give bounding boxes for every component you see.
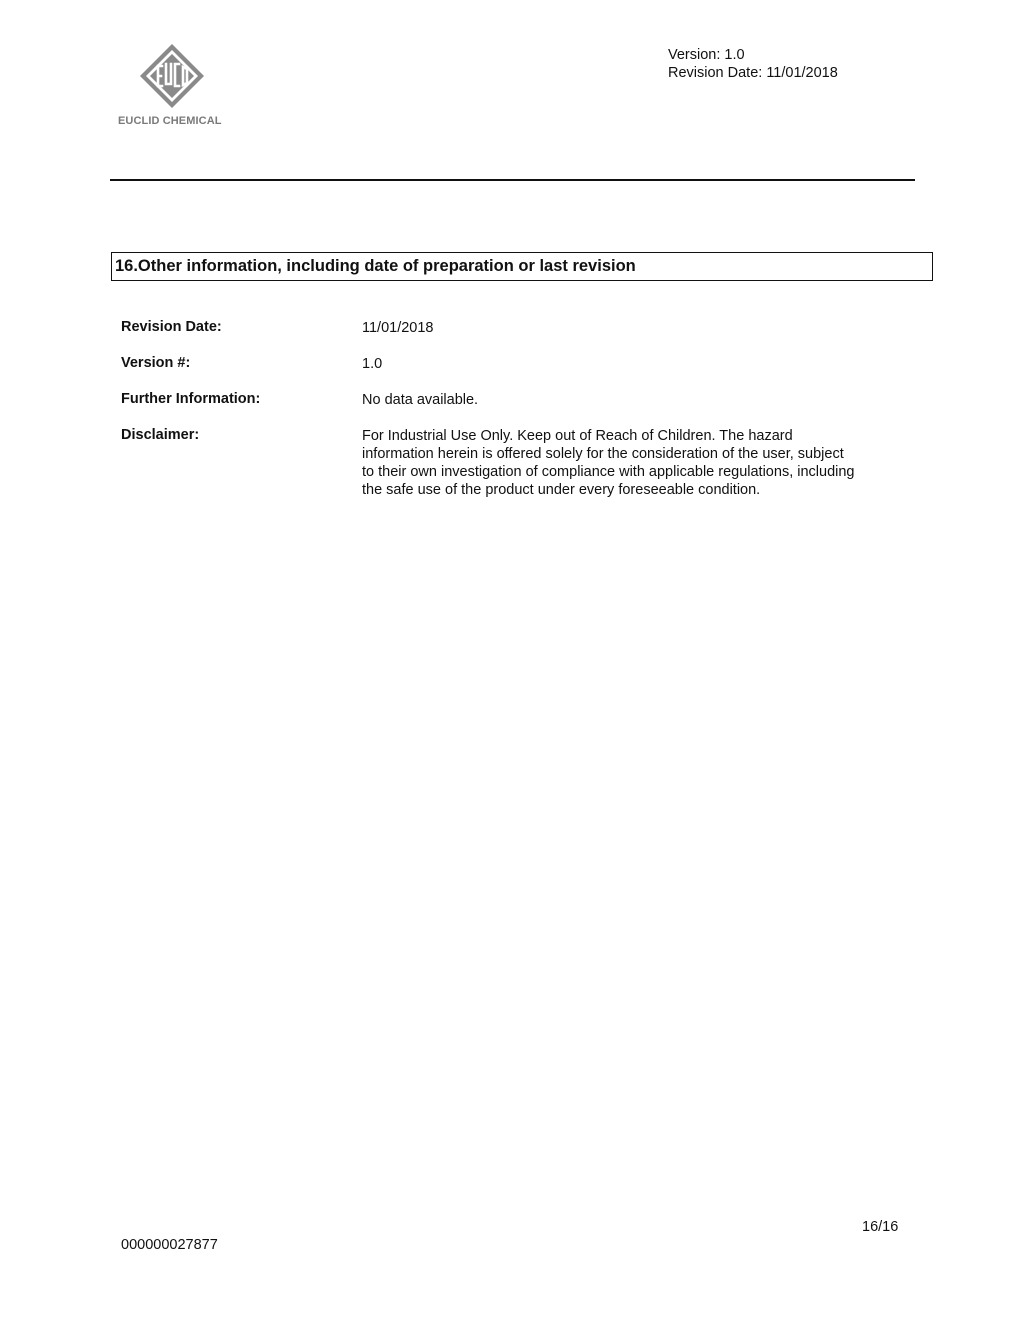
version-label: Version #: <box>121 355 191 371</box>
revision-date-value: 11/01/2018 <box>362 320 434 336</box>
version-value: 1.0 <box>362 356 383 372</box>
euclid-diamond-logo-icon <box>138 42 206 110</box>
header-divider <box>110 179 915 181</box>
section-header-box <box>111 252 933 281</box>
revision-date-line: Revision Date: 11/01/2018 <box>668 65 838 81</box>
company-logo <box>118 42 230 132</box>
further-information-value: No data available. <box>362 392 479 408</box>
revision-date-label: Revision Date: <box>121 319 222 335</box>
disclaimer-line: the safe use of the product under every foreseeable condition. <box>362 482 761 498</box>
document-meta <box>668 46 838 82</box>
page-number: 16/16 <box>862 1219 899 1235</box>
disclaimer-text <box>362 427 907 499</box>
disclaimer-line: to their own investigation of compliance with applicable regulations, including <box>362 464 855 480</box>
section-title: 16.Other information, including date of preparation or last revision <box>115 257 636 275</box>
disclaimer-label: Disclaimer: <box>121 427 200 443</box>
disclaimer-line: For Industrial Use Only. Keep out of Reach of Children. The hazard <box>362 428 793 444</box>
further-information-label: Further Information: <box>121 391 261 407</box>
version-line: Version: 1.0 <box>668 47 745 63</box>
company-name: EUCLID CHEMICAL <box>118 115 222 127</box>
disclaimer-line: information herein is offered solely for the consideration of the user, subject <box>362 446 844 462</box>
document-id: 000000027877 <box>121 1237 218 1253</box>
